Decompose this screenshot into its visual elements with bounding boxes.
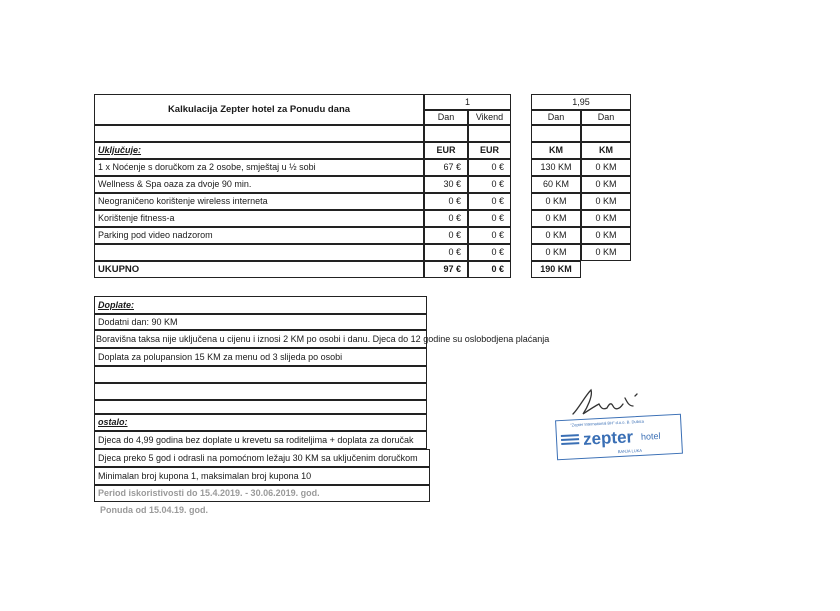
blank-row xyxy=(94,366,427,383)
doplate-line: Doplata za polupansion 15 KM za menu od 3 slijeda po osobi xyxy=(94,348,427,366)
item-row-eur-dan: 67 € xyxy=(424,159,468,176)
col-header-km-dan-2: Dan xyxy=(581,110,631,125)
item-row-eur-vikend: 0 € xyxy=(468,244,511,261)
item-row-km-2: 0 KM xyxy=(581,176,631,193)
item-row-label: Korištenje fitness-a xyxy=(94,210,424,227)
ostalo-line: Minimalan broj kupona 1, maksimalan broj kupona 10 xyxy=(94,467,430,485)
col-header-eur-vikend: Vikend xyxy=(468,110,511,125)
col-header-km-dan-1: Dan xyxy=(531,110,581,125)
table-title: Kalkulacija Zepter hotel za Ponudu dana xyxy=(94,94,424,125)
item-row-label: Neograničeno korištenje wireless interneta xyxy=(94,193,424,210)
item-row-km-1: 0 KM xyxy=(531,244,581,261)
item-row-label: Parking pod video nadzorom xyxy=(94,227,424,244)
blank-row xyxy=(94,383,427,400)
item-row-label: Wellness & Spa oaza za dvoje 90 min. xyxy=(94,176,424,193)
total-eur-dan: 97 € xyxy=(424,261,468,278)
item-row-eur-dan: 30 € xyxy=(424,176,468,193)
item-row-eur-dan: 0 € xyxy=(424,227,468,244)
item-row-eur-vikend: 0 € xyxy=(468,159,511,176)
ostalo-line: Djeca do 4,99 godina bez doplate u krevetu sa roditeljima + doplata za doručak xyxy=(94,431,427,449)
currency-km: KM xyxy=(581,142,631,159)
item-row-label xyxy=(94,244,424,261)
stamp-logo-mark-icon xyxy=(561,432,580,447)
item-row-km-1: 0 KM xyxy=(531,210,581,227)
spacer-row-cell xyxy=(468,125,511,142)
item-row-eur-vikend: 0 € xyxy=(468,193,511,210)
section-ukljucuje: Uključuje: xyxy=(94,142,424,159)
item-row-km-2: 0 KM xyxy=(581,244,631,261)
stamp-city: BANJA LUKA xyxy=(617,447,643,455)
spacer-row-cell xyxy=(581,125,631,142)
item-row-eur-vikend: 0 € xyxy=(468,176,511,193)
spacer-row-cell xyxy=(531,125,581,142)
currency-eur: EUR xyxy=(424,142,468,159)
ostalo-line: Djeca preko 5 god i odrasli na pomoćnom ležaju 30 KM sa uključenim doručkom xyxy=(94,449,430,467)
item-row-eur-dan: 0 € xyxy=(424,244,468,261)
spacer-row-label xyxy=(94,125,424,142)
ostalo-header: ostalo: xyxy=(94,414,427,431)
col-header-eur-dan: Dan xyxy=(424,110,468,125)
stamp-brand: zepter xyxy=(582,427,634,449)
doplate-header: Doplate: xyxy=(94,296,427,314)
item-row-eur-vikend: 0 € xyxy=(468,210,511,227)
doplate-line: Dodatni dan: 90 KM xyxy=(94,314,427,330)
item-row-label: 1 x Noćenje s doručkom za 2 osobe, smještaj u ½ sobi xyxy=(94,159,424,176)
item-row-km-2: 0 KM xyxy=(581,210,631,227)
item-row-km-1: 60 KM xyxy=(531,176,581,193)
currency-eur: EUR xyxy=(468,142,511,159)
period-line: Period iskoristivosti do 15.4.2019. - 30.06.2019. god. xyxy=(94,485,430,502)
offer-date: Ponuda od 15.04.19. god. xyxy=(100,505,209,515)
item-row-eur-dan: 0 € xyxy=(424,193,468,210)
item-row-km-1: 130 KM xyxy=(531,159,581,176)
blank-row xyxy=(94,400,427,414)
total-eur-vikend: 0 € xyxy=(468,261,511,278)
spacer-row-cell xyxy=(424,125,468,142)
company-stamp xyxy=(555,414,683,461)
item-row-km-1: 0 KM xyxy=(531,193,581,210)
total-km: 190 KM xyxy=(531,261,581,278)
currency-km: KM xyxy=(531,142,581,159)
item-row-km-1: 0 KM xyxy=(531,227,581,244)
item-row-eur-dan: 0 € xyxy=(424,210,468,227)
item-row-km-2: 0 KM xyxy=(581,159,631,176)
item-row-eur-vikend: 0 € xyxy=(468,227,511,244)
stamp-brand-suffix: hotel xyxy=(640,430,661,442)
stamp-company-line: "Zepter International BH" d.o.o. B. Dubica xyxy=(570,418,645,428)
factor-eur: 1 xyxy=(424,94,511,110)
total-label: UKUPNO xyxy=(94,261,424,278)
factor-km: 1,95 xyxy=(531,94,631,110)
item-row-km-2: 0 KM xyxy=(581,193,631,210)
item-row-km-2: 0 KM xyxy=(581,227,631,244)
doplate-line: Boravišna taksa nije uključena u cijenu i iznosi 2 KM po osobi i danu. Djeca do 12 godine su oslobodjena plaćanja xyxy=(96,334,550,344)
